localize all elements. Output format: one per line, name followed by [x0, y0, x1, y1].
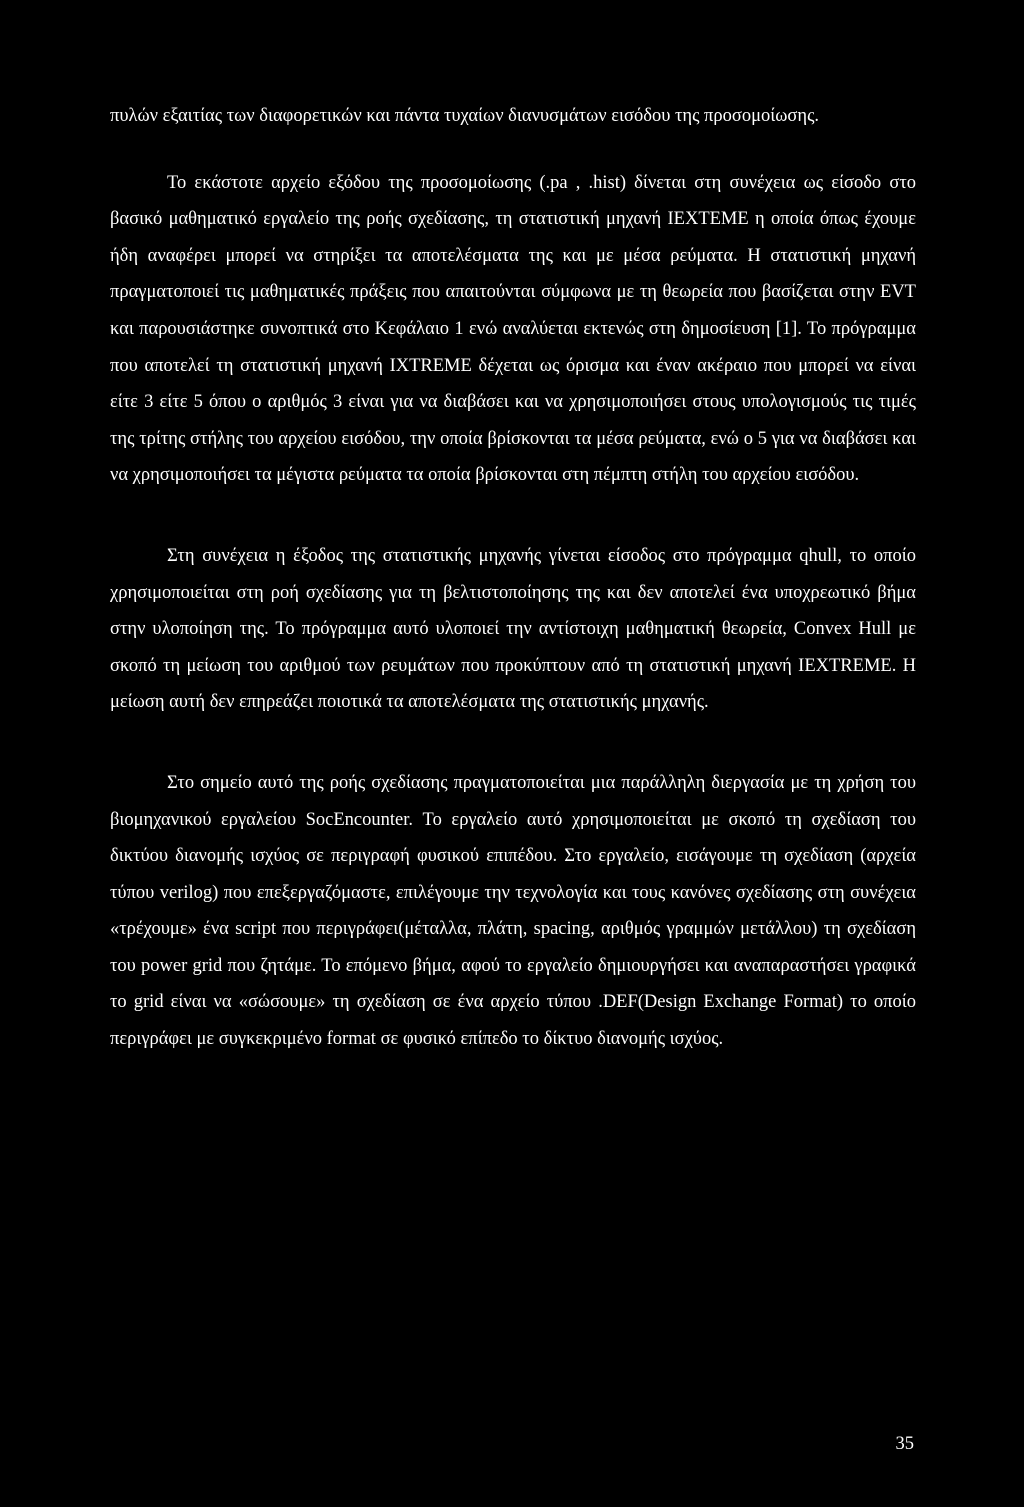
paragraph-statistical-engine: Το εκάστοτε αρχείο εξόδου της προσομοίωσης (.pa , .hist) δίνεται στη συνέχεια ως είσοδο στο βασικό μαθηματικό εργαλείο της ροής σχεδίασης, τη στατιστική μηχανή IEXTEME η οποία όπως έχουμε ήδη αναφέρει μπορεί να στηρίξει τα αποτελέσματα της και με μέσα ρεύματα. Η στατιστική μηχανή πραγματοποιεί τις μαθηματικές πράξεις που απαιτούνται σύμφωνα με τη θεωρεία που βασίζεται στην EVT και παρουσιάστηκε συνοπτικά στο Κεφάλαιο 1 ενώ αναλύεται εκτενώς στη δημοσίευση [1]. Το πρόγραμμα που αποτελεί τη στατιστική μηχανή IXTREME δέχεται ως όρισμα και έναν ακέραιο που μπορεί να είναι είτε 3 είτε 5 όπου ο αριθμός 3 είναι για να διαβάσει και να χρησιμοποιήσει στους υπολογισμούς τις τιμές της τρίτης στήλης του αρχείου εισόδου, την οποία βρίσκονται τα μέσα ρεύματα, ενώ ο 5 για να διαβάσει και να χρησιμοποιήσει τα μέγιστα ρεύματα τα οποία βρίσκονται στη πέμπτη στήλη του αρχείου εισόδου. — [110, 172, 916, 486]
paragraph-continuation: πυλών εξαιτίας των διαφορετικών και πάντα τυχαίων διανυσμάτων εισόδου της προσομοίωσης. — [110, 106, 820, 126]
document-page — [110, 98, 916, 1058]
paragraph-qhull: Στη συνέχεια η έξοδος της στατιστικής μηχανής γίνεται είσοδος στο πρόγραμμα qhull, το οποίο χρησιμοποιείται στη ροή σχεδίασης για τη βελτιστοποίησης της και δεν αποτελεί ένα υποχρεωτικό βήμα στην υλοποίηση της. Το πρόγραμμα αυτό υλοποιεί την αντίστοιχη μαθηματική θεωρεία, Convex Hull με σκοπό τη μείωση του αριθμού των ρευμάτων που προκύπτουν από τη στατιστική μηχανή IEXTREME. Η μείωση αυτή δεν επηρεάζει ποιοτικά τα αποτελέσματα της στατιστικής μηχανής. — [110, 545, 916, 713]
paragraph-socencounter: Στο σημείο αυτό της ροής σχεδίασης πραγματοποιείται μια παράλληλη διεργασία με τη χρήση του βιομηχανικού εργαλείου SocEncounter. Το εργαλείο αυτό χρησιμοποιείται με σκοπό τη σχεδίαση του δικτύου διανομής ισχύος σε περιγραφή φυσικού επιπέδου. Στο εργαλείο, εισάγουμε τη σχεδίαση (αρχεία τύπου verilog) που επεξεργαζόμαστε, επιλέγουμε την τεχνολογία και τους κανόνες σχεδίασης στη συνέχεια «τρέχουμε» ένα script που περιγράφει(μέταλλα, πλάτη, spacing, αριθμός γραμμών μετάλλου) τη σχεδίαση του power grid που ζητάμε. Το επόμενο βήμα, αφού το εργαλείο δημιουργήσει και αναπαραστήσει γραφικά το grid είναι να «σώσουμε» τη σχεδίαση σε ένα αρχείο τύπου .DEF(Design Exchange Format) το οποίο περιγράφει με συγκεκριμένο format σε φυσικό επίπεδο το δίκτυο διανομής ισχύος. — [110, 772, 916, 1050]
page-number: 35 — [895, 1434, 914, 1454]
